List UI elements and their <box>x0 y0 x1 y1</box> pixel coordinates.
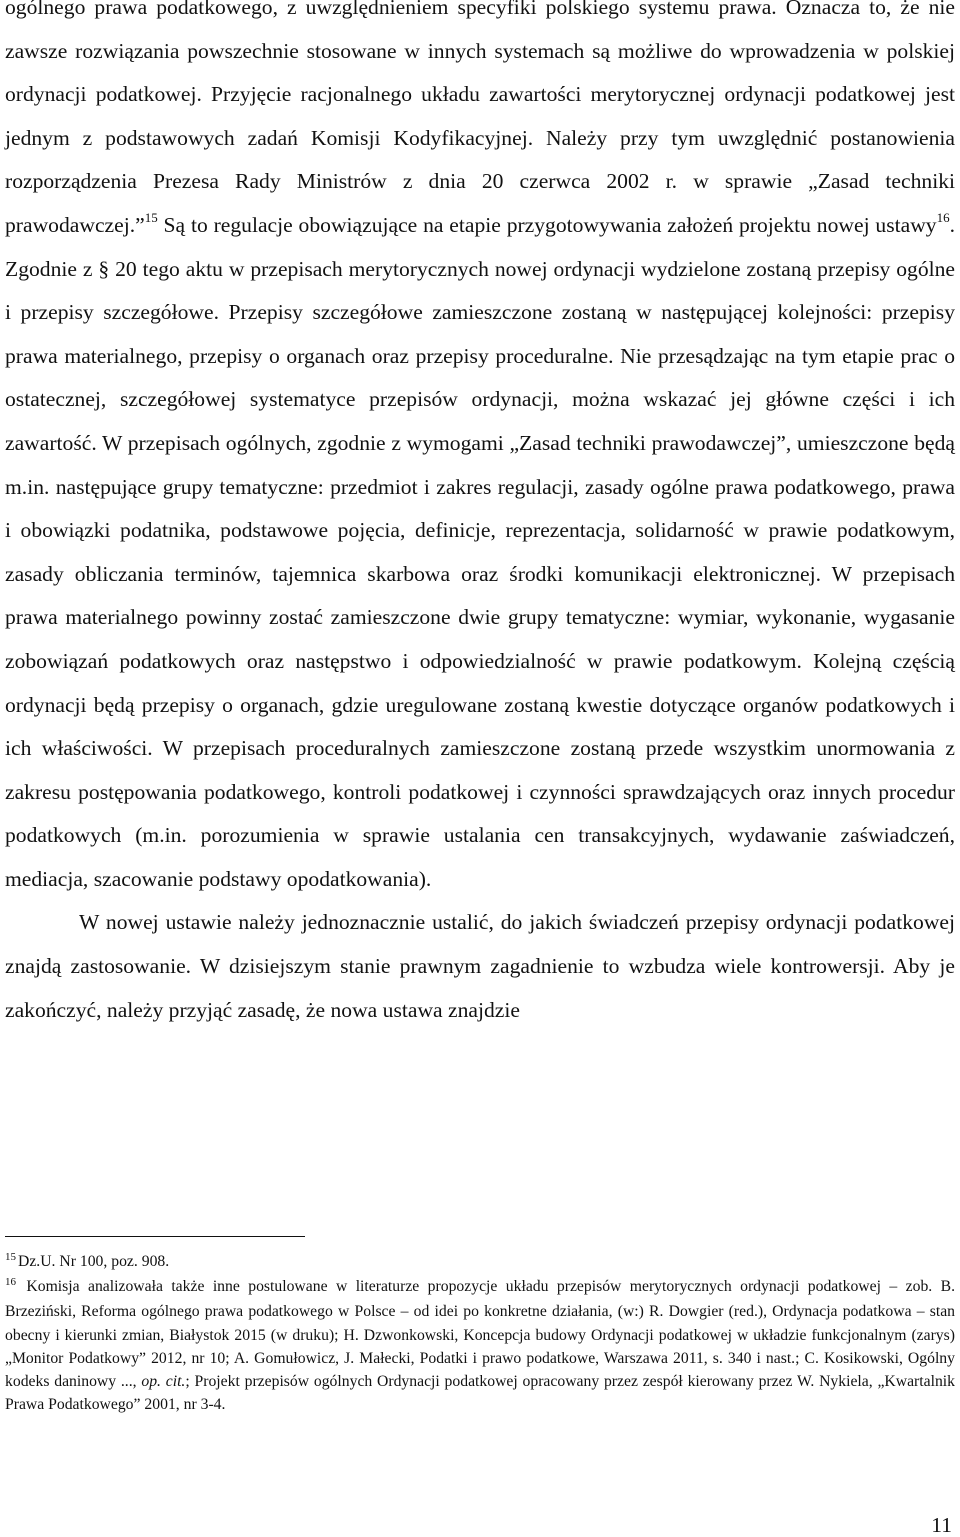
footnote-ref-15[interactable]: 15 <box>144 209 158 225</box>
footnote-ref-16[interactable]: 16 <box>936 209 950 225</box>
paragraph-2: W nowej ustawie należy jednoznacznie ustalić, do jakich świadczeń przepisy ordynacji podatkowej znajdą zastosowanie. W dzisiejszym stanie prawnym zagadnienie to wzbudza wiele kontrowersji. Aby je zakończyć, należy przyjąć zasadę, że nowa ustawa znajdzie <box>5 910 955 1022</box>
main-text <box>5 0 955 1032</box>
footnote-text-italic: op. cit. <box>141 1373 186 1391</box>
footnote-15 <box>5 1250 955 1275</box>
paragraph-1-part-3: . Zgodnie z § 20 tego aktu w przepisach merytorycznych nowej ordynacji wydzielone zostaną przepisy ogólne i przepisy szczegółowe. Przepisy szczegółowe zamieszczone zostaną w następującej kolejności: przepisy prawa materialnego, przepisy o organach oraz przepisy proceduralne. Nie przesądzając na tym etapie prac o ostatecznej, szczegółowej systematyce przepisów ordynacji, można wskazać jej główne części i ich zawartość. W przepisach ogólnych, zgodnie z wymogami „Zasad techniki prawodawczej”, umieszczone będą m.in. następujące grupy tematyczne: przedmiot i zakres regulacji, zasady ogólne prawa podatkowego, prawa i obowiązki podatnika, podstawowe pojęcia, definicje, reprezentacja, solidarność w prawie podatkowym, zasady obliczania terminów, tajemnica skarbowa oraz środki komunikacji elektronicznej. W przepisach prawa materialnego powinny zostać zamieszczone dwie grupy tematyczne: wymiar, wykonanie, wygasanie zobowiązań podatkowych oraz następstwo i odpowiedzialność w prawie podatkowym. Kolejną częścią ordynacji będą przepisy o organach, gdzie uregulowane zostaną kwestie dotyczące organów podatkowych i ich właściwości. W przepisach proceduralnych zamieszczone zostaną przede wszystkim unormowania z zakresu postępowania podatkowego, kontroli podatkowej i czynności sprawdzających oraz innych procedur podatkowych (m.in. porozumienia w sprawie ustalania cen transakcyjnych, wydawanie zaświadczeń, mediacja, szacowanie podstawy opodatkowania). <box>5 212 955 891</box>
footnote-number: 15 <box>5 1251 16 1263</box>
paragraph-1 <box>5 0 955 901</box>
footnote-16 <box>5 1275 955 1416</box>
footnote-text-part-1: Komisja analizowała także inne postulowane w literaturze propozycje układu przepisów merytorycznych ordynacji podatkowej – zob. B. Brzeziński, Reforma ogólnego prawa podatkowego w Polsce – od idei po konkretne działania, (w:) R. Dowgier (red.), Ordynacja podatkowa – stan obecny i kierunki zmian, Białystok 2015 (w druku); H. Dzwonkowski, Koncepcja budowy Ordynacji podatkowej w układzie funkcjonalnym (zarys) „Monitor Podatkowy” 2012, nr 10; A. Gomułowicz, J. Małecki, Podatki i prawo podatkowe, Warszawa 2011, s. 340 i nast.; C. Kosikowski, Ogólny kodeks daninowy ..., <box>5 1278 956 1391</box>
footnote-number: 16 <box>5 1276 16 1289</box>
footnote-text-part-2: ; Projekt przepisów ogólnych Ordynacji podatkowej opracowany przez zespół kierowany przez W. Nykiela, „Kwartalnik Prawa Podatkowego” 2001, nr 3-4. <box>5 1373 955 1414</box>
paragraph-1-part-1: ogólnego prawa podatkowego, z uwzględnieniem specyfiki polskiego systemu prawa. Oznacza to, że nie zawsze rozwiązania powszechnie stosowane w innych systemach są możliwe do wprowadzenia w polskiej ordynacji podatkowej. Przyjęcie racjonalnego układu zawartości merytorycznej ordynacji podatkowej jest jednym z podstawowych zadań Komisji Kodyfikacyjnej. Należy przy tym uwzględnić postanowienia rozporządzenia Prezesa Rady Ministrów z dnia 20 czerwca 2002 r. w sprawie „Zasad techniki prawodawczej.” <box>5 0 955 237</box>
footnote-separator <box>5 1236 305 1237</box>
footnotes <box>5 1250 955 1416</box>
paragraph-1-part-2: Są to regulacje obowiązujące na etapie przygotowywania założeń projektu nowej ustawy <box>157 212 937 237</box>
page-number: 11 <box>931 1513 952 1537</box>
footnote-text: Dz.U. Nr 100, poz. 908. <box>18 1253 170 1270</box>
